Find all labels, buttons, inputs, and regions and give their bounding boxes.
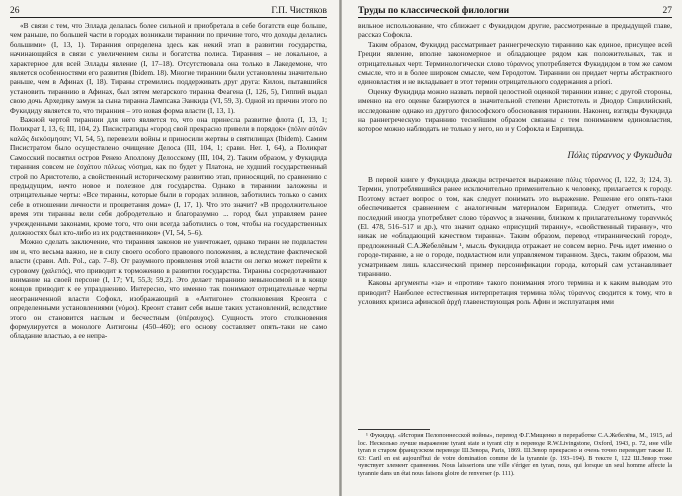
left-page	[0, 0, 339, 496]
right-paragraph-4: В первой книге у Фукидида дважды встречается выражение πόλις τύραννος (I, 122, 3; 124, 3). Термин, употреблявшийся ранее исключительно применительно к человеку, прилагается к городу. Поэтому встает вопрос о том, как следует понимать это выражение. Решение его опять-таки обеспечивается сравнением с аналогичным материалом Еврипида. Следует отметить, что последний иногда употребляет слово τύραννος в значении, близком к прилагательному τυραννικός (El. 478, 516–517 и др.), что значит однако «присущий тиранну», «свойственный тиранну», что никак не «обладающий качеством тиранна». Таким образом, перевод «тираннический город», предложенный С.А.Жебелёвым ¹, мысль Фукидида отражает не совсем верно. Речь идет именно о городе-тиранне, а не о городе, подвластном или управляемом тиранном. Здесь, таким образом, мы усматриваем лишь классический пример персонификации города, который сам устанавливает тираннию.	[358, 174, 672, 278]
left-page-number: 26	[10, 6, 20, 16]
left-paragraph-1: «В связи с тем, что Эллада делалась более сильной и приобретала в себе богатств еще больше, чем раньше, по большей части в городах возникали тираннии по причине того, что доходы делались большими» (I, 13, 1). Тиранния определена здесь как некий этап в развитии государства, начинающийся в связи с увеличением силы и богатства полиса. Тиранния – не локальное, а характерное для всей Эллады явление (I, 17–18). Отсутствовала она только в Лакедемоне, что является особенностями его развития (Ibidem. 18). Многие тираннии были установлены значительно раньше, чем в Афинах (I, 18). Тираны стремились поддерживать друг друга: Килон, пытавшийся установить тираннию в Афинах, был зятем мегарского тиранна Феагена (I, 126, 5), Гиппий выдал свою дочь Архедику замуж за сына тиранна Лампсака Эанкида (VI, 59, 3). Одной из причин этого по Фукидиду является то, что тиранния – это новая форма власти (I, 13, 1).	[10, 21, 327, 115]
right-paragraph-2: Таким образом, Фукидид рассматривает раннегреческую тираннию как единое, присущее всей Греции явление, вполне закономерное и обладающее рядом как положительных, так и отрицательных черт. Терминологически слово τύραννος употребляется Фукидидом в том же самом смысле, что и в более широком смысле, чем Геродотом. Тираннии он придает черты абстрактного единовластия и не вкладывает в этот термин отрицательного содержания a priori.	[358, 39, 672, 87]
left-paragraph-3: Можно сделать заключение, что тиранния законов не уничтожает, однако тиранн не подвластен им и, что весьма важно, не в силу своего особого правового положения, а вследствие фактической власти (срави. Ath. Pol., cap. 7–8). От разумного проявления этой власти он легко может перейти к суровому (χαλεπός), что приводит к торможению в развитии государства. Тиранны сосредотачивают внимание на своей персоне (I, 17; VI, 55,3; 59,2). Это делает тираннию невыносимой и в конце концов приводит к ее упразднению. Интересно, что именно так понимают отрицательные черты неограниченной власти Софокл, изображающий в «Антигоне» столкновения Креонта с определенными установлениями (νόμοι). Креонт ставит себя выше таких установлений, вследствие этого он становится наглым и бесчестным (ὑπέραυχος). Сущность этого столкновения формулируется в монологе Антигоны (450–460); его основу составляет опять-таки не само обладание властью, а ее непра-	[10, 237, 327, 341]
left-paragraph-2: Важной чертой тираннии для него является то, что она принесла развитие флота (I, 13, 1; Поликрат I, 13, 6; III, 104, 2). Писистратиды «город свой прекрасно привели в порядок» (πόλιν αὐτῶν καλῶς διεκόσμησαν; VI, 54, 5), перевезли войны и приносили жертвы в святилищах (Ibidem). Самим Писистратом было осуществлено очищение Делоса (III, 104, 1; срави. Her. I, 64), а Поликрат Самосский посвятил остров Ренею Аполлону Делосскому (III, 104, 2). Таким образом, у Фукидида тиранния совсем не ἐσχάτου πόλεως νόσημα, как по будет у Платона, не худший государственный строй по Аристотелю, а свойственный историческому развитию этап, приносящий, по сравнению с предыдущим, нечто новое и полезное для государства. Однако в тираннии заложены и отрицательные черты: «Все тиранны, которые были в городах эллинов, заботились только о самих себе в отношении личности и процветания дома» (I, 17, 1). Что это значит? «В продолжительное время эти тиранны вели себя добродетельно и благоразумно ... город был управляем ранее учрежденными законами, кроме того, что они всегда заботились о том, чтобы на государственных должностях был кто-либо из их родственников» (VI, 54, 5–6).	[10, 115, 327, 237]
right-paragraph-5: Каковы аргументы «за» и «против» такого понимания этого термина и к каким выводам это приводит? Наиболее естественная интерпретация термина πόλις τύραννος сводится к тому, что в условиях кризиса афинской ἀρχή главенствующая роль Афин и эксплуатация ими	[358, 278, 672, 307]
left-header-rule	[10, 17, 327, 18]
right-page-header	[358, 6, 672, 17]
left-running-title: Г.П. Чистяков	[271, 6, 327, 16]
right-page-number: 27	[662, 6, 672, 16]
right-page	[342, 0, 682, 496]
left-page-header	[10, 6, 327, 17]
footnote: ¹ Фукидид. «История Пелопоннесской войны», перевод Ф.Г.Мищенко в переработке С.А.Жебелёва, М., 1915, ad loc. Несколько лучше выражение tyrant state и tyrant city в переводе R.W.Livingstone, Oxford, 1943, p. 72, ине ville tyran в старом французском переводе Ш.Зевора, Paris, 1869. Ш.Зевор прекрасно и очень точно переводит также II. 63: Caril en est aujourd'hui de votre domination comme de la tyrannie (p. 193–194). В тексте I, 122 Ш.Зевор тоже чувствует элемент сравнения. Nous laisserions une ville s'ériger en tyran, nous, qui lorsque un seul homme affecte la tyrannie dans un état nous faisons gloire de renverser (p. 111).	[358, 432, 672, 477]
footnote-rule	[358, 429, 430, 430]
right-header-rule	[358, 17, 672, 18]
right-paragraph-3: Оценку Фукидида можно назвать первой целостной оценкой тираннии извне; с другой стороны, именно на его оценке базируются в значительной степени Аристотель и Диодор Сицилийский, исследование однако из другого философского обоснования тираннии. Наконец, взгляды Фукидида на раннегреческую тираннию теснейшим образом связаны с тем пониманием единовластия, которое можно наблюдать не только у него, но и у Софокла и Еврипида.	[358, 86, 672, 134]
right-paragraph-1: вильное использование, что сближает с Фукидидом другие, рассмотренные в предыдущей главе, рассказ Софокла.	[358, 21, 672, 40]
section-heading: Πόλις τύραννος у Фукидида	[567, 149, 672, 160]
right-page-body	[358, 21, 672, 307]
left-page-body	[10, 21, 327, 341]
right-running-title: Труды по классической филологии	[358, 6, 510, 16]
